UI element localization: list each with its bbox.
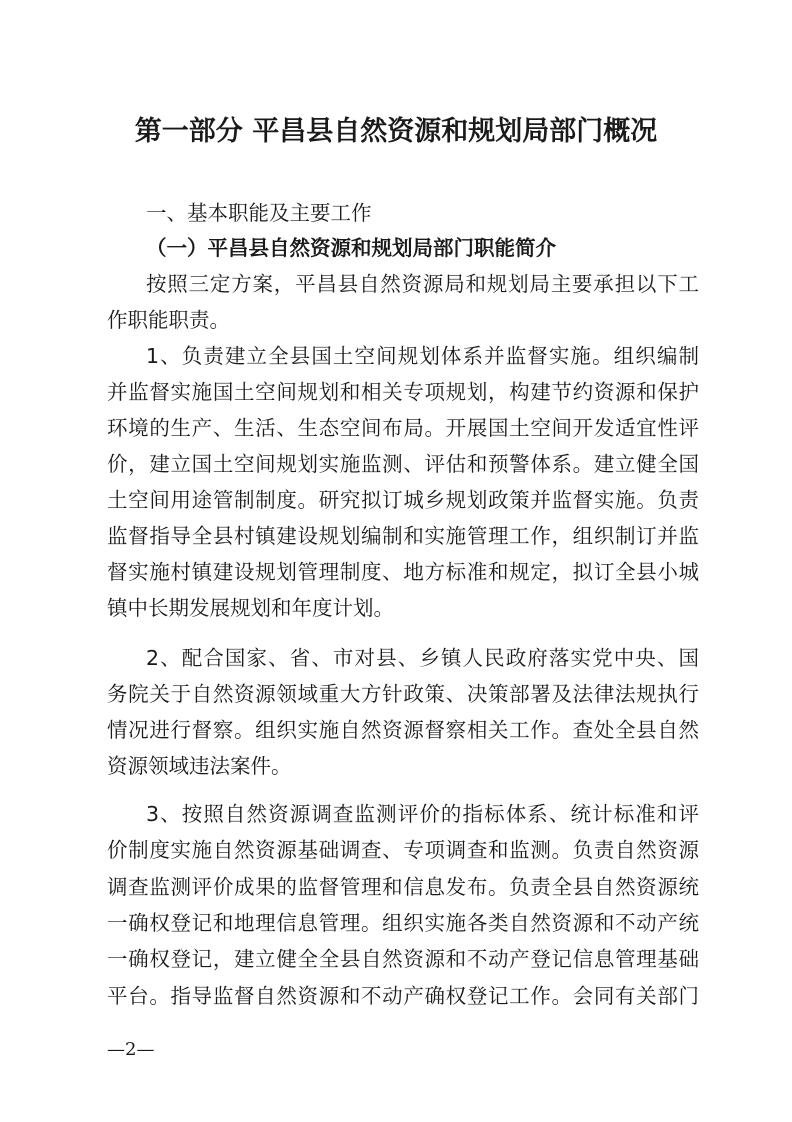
section-heading: 一、基本职能及主要工作 — [146, 201, 372, 225]
paragraph-line: 资源领域违法案件。 — [107, 754, 292, 778]
paragraph-line: 督实施村镇建设规划管理制度、地方标准和规定，拟订全县小城 — [107, 560, 699, 584]
paragraph-line: 环境的生产、生活、生态空间布局。开展国土空间开发适宜性评 — [107, 416, 699, 440]
paragraph-line: 价制度实施自然资源基础调查、专项调查和监测。负责自然资源 — [107, 838, 699, 862]
paragraph-line: 一确权登记，建立健全全县自然资源和不动产登记信息管理基础 — [107, 947, 699, 971]
paragraph-line: 1、负责建立全县国土空间规划体系并监督实施。组织编制 — [146, 344, 699, 368]
paragraph-line: 镇中长期发展规划和年度计划。 — [107, 596, 394, 620]
paragraph-line: 一确权登记和地理信息管理。组织实施各类自然资源和不动产统 — [107, 911, 699, 935]
paragraph-line: 按照三定方案，平昌县自然资源局和规划局主要承担以下工 — [146, 272, 699, 296]
paragraph-line: 2、配合国家、省、市对县、乡镇人民政府落实党中央、国 — [146, 646, 699, 670]
paragraph-line: 并监督实施国土空间规划和相关专项规划，构建节约资源和保护 — [107, 380, 699, 404]
subsection-heading: （一）平昌县自然资源和规划局部门职能简介 — [146, 236, 556, 260]
page-title: 第一部分 平昌县自然资源和规划局部门概况 — [134, 116, 658, 147]
paragraph-line: 务院关于自然资源领域重大方针政策、决策部署及法律法规执行 — [107, 682, 699, 706]
paragraph-line: 监督指导全县村镇建设规划编制和实施管理工作，组织制订并监 — [107, 524, 699, 548]
page-number: —2— — [107, 1039, 155, 1060]
paragraph-line: 调查监测评价成果的监督管理和信息发布。负责全县自然资源统 — [107, 875, 699, 899]
paragraph-line: 作职能职责。 — [107, 308, 230, 332]
paragraph-line: 平台。指导监督自然资源和不动产确权登记工作。会同有关部门 — [107, 984, 699, 1008]
paragraph-line: 价，建立国土空间规划实施监测、评估和预警体系。建立健全国 — [107, 452, 699, 476]
paragraph-line: 土空间用途管制制度。研究拟订城乡规划政策并监督实施。负责 — [107, 488, 699, 512]
paragraph-line: 情况进行督察。组织实施自然资源督察相关工作。查处全县自然 — [107, 718, 699, 742]
paragraph-line: 3、按照自然资源调查监测评价的指标体系、统计标准和评 — [146, 802, 699, 826]
